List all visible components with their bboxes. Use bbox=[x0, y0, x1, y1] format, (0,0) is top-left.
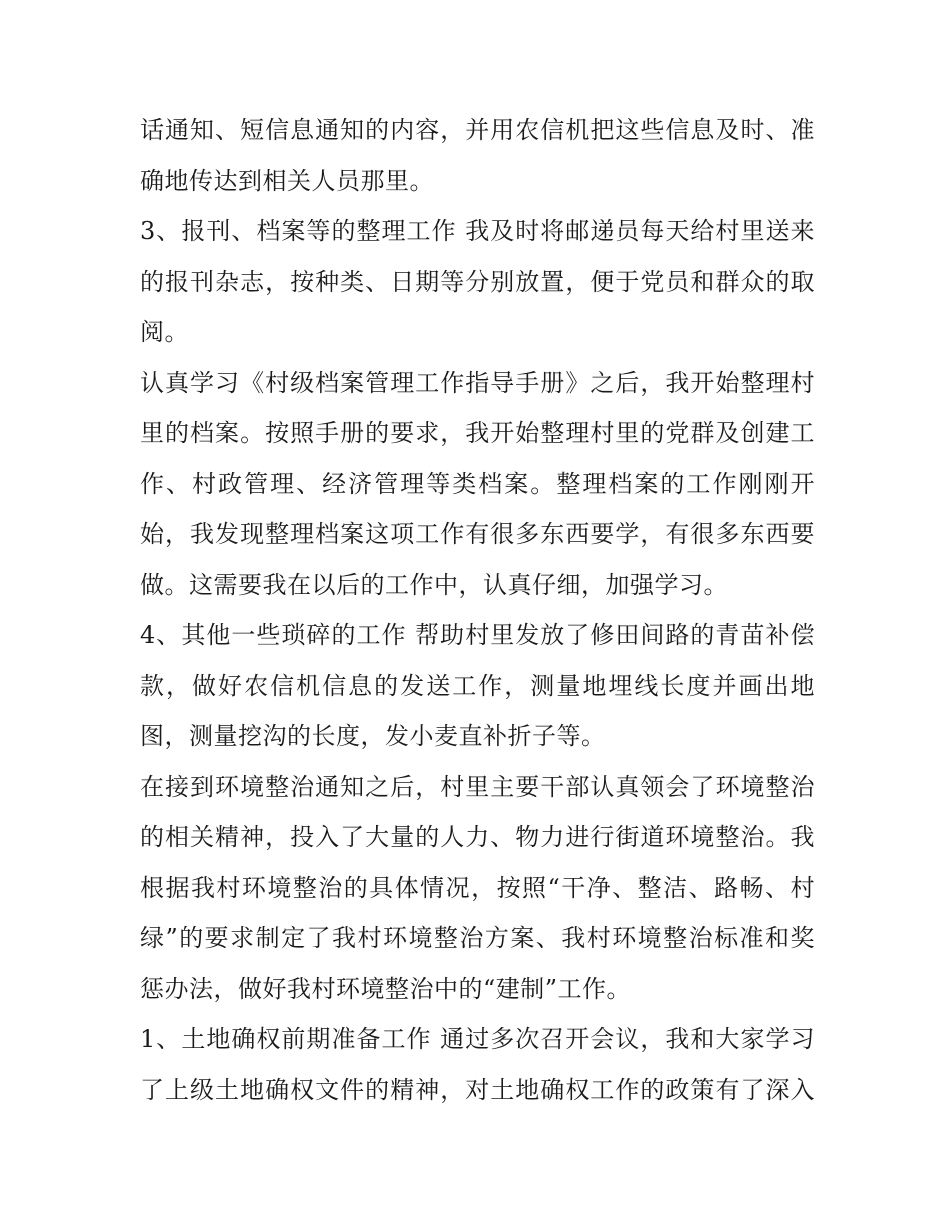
text-line: 始，我发现整理档案这项工作有很多东西要学，有很多东西要 bbox=[140, 520, 815, 548]
text-line: 的报刊杂志，按种类、日期等分别放置，便于党员和群众的取 bbox=[140, 267, 815, 296]
text-line: 阅。 bbox=[140, 318, 189, 346]
text-line: 惩办法，做好我村环境整治中的“建制”工作。 bbox=[140, 974, 632, 1003]
text-line: 根据我村环境整治的具体情况，按照“干净、整洁、路畅、村 bbox=[140, 873, 815, 902]
text-line: 图，测量挖沟的长度，发小麦直补折子等。 bbox=[140, 722, 606, 750]
document-page bbox=[140, 108, 815, 1118]
text-line: 绿”的要求制定了我村环境整治方案、我村环境整治标准和奖 bbox=[140, 924, 815, 952]
text-line: 3、报刊、档案等的整理工作 我及时将邮递员每天给村里送来 bbox=[140, 217, 815, 245]
text-line: 里的档案。按照手册的要求，我开始整理村里的党群及创建工 bbox=[140, 419, 815, 447]
text-line: 在接到环境整治通知之后，村里主要干部认真领会了环境整治 bbox=[140, 772, 815, 801]
text-line: 款，做好农信机信息的发送工作，测量地埋线长度并画出地 bbox=[140, 671, 815, 700]
text-line: 4、其他一些琐碎的工作 帮助村里发放了修田间路的青苗补偿 bbox=[140, 621, 815, 649]
text-line: 认真学习《村级档案管理工作指导手册》之后，我开始整理村 bbox=[140, 368, 815, 397]
text-line: 的相关精神，投入了大量的人力、物力进行街道环境整治。我 bbox=[140, 823, 815, 851]
text-line: 了上级土地确权文件的精神，对土地确权工作的政策有了深入 bbox=[140, 1075, 815, 1104]
text-line: 确地传达到相关人员那里。 bbox=[140, 166, 434, 195]
text-line: 作、村政管理、经济管理等类档案。整理档案的工作刚刚开 bbox=[140, 469, 815, 498]
text-line: 1、土地确权前期准备工作 通过多次召开会议，我和大家学习 bbox=[140, 1025, 815, 1053]
text-line: 做。这需要我在以后的工作中，认真仔细，加强学习。 bbox=[140, 570, 728, 599]
text-line: 话通知、短信息通知的内容，并用农信机把这些信息及时、准 bbox=[140, 116, 815, 144]
